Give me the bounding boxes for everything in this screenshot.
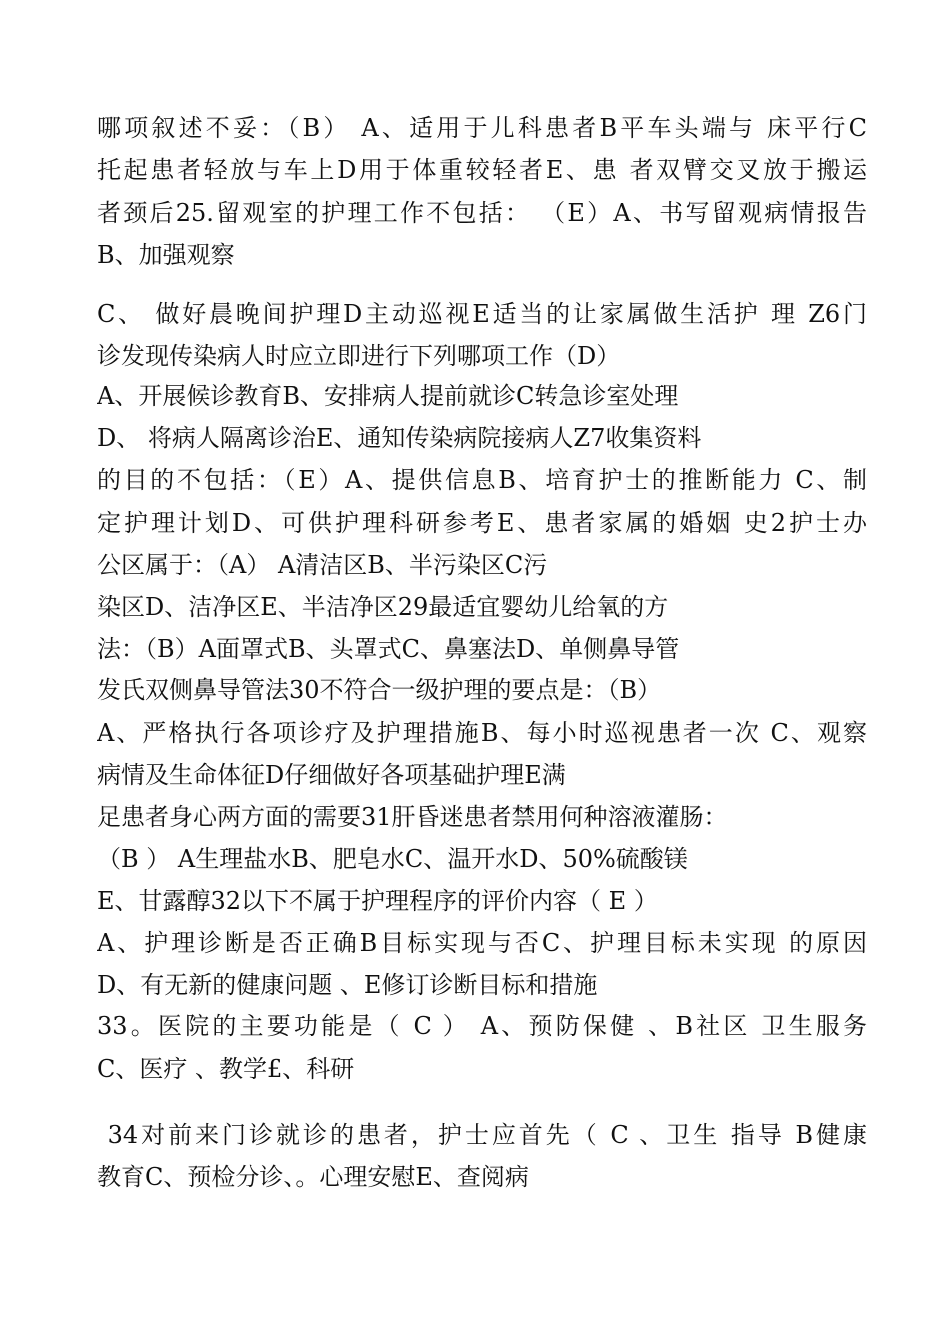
text-line: 发氏双侧鼻导管法30不符合一级护理的要点是：（B） [97, 676, 662, 704]
text-line: C、医疗 、教学£、科研 [97, 1055, 355, 1083]
text-line: 哪项叙述不妥：（B） A、适用于儿科患者B平车头端与 床平行C [97, 114, 867, 142]
text-line: 公区属于：（A） A清洁区B、半污染区C污 [97, 551, 548, 579]
text-line: D、有无新的健康问题 、E修订诊断目标和措施 [97, 971, 598, 999]
text-line: 法：（B）A面罩式B、头罩式C、鼻塞法D、单侧鼻导管 [97, 635, 680, 663]
text-line: E、甘露醇32以下不属于护理程序的评价内容（ E ） [97, 887, 658, 915]
text-line: 33。医院的主要功能是（ C ） A、预防保健 、B社区 卫生服务 [97, 1012, 867, 1040]
text-line: A、护理诊断是否正确B目标实现与否C、护理目标未实现 的原因 [97, 929, 867, 957]
text-line: 者颈后25.留观室的护理工作不包括： （E）A、书写留观病情报告 [97, 199, 867, 227]
text-line: A、开展候诊教育B、安排病人提前就诊C转急诊室处理 [97, 382, 679, 410]
text-line: 的目的不包括：（E）A、提供信息B、培育护士的推断能力 C、制 [97, 466, 867, 494]
text-line: 定护理计划D、可供护理科研参考E、患者家属的婚姻 史2护士办 [97, 509, 867, 537]
text-line: （B ） A生理盐水B、肥皂水C、温开水D、50%硫酸镁 [97, 845, 688, 873]
text-line: 诊发现传染病人时应立即进行下列哪项工作（D） [97, 342, 621, 370]
text-line: 染区D、洁净区E、半洁净区29最适宜婴幼儿给氧的方 [97, 593, 669, 621]
text-line: C、 做好晨晚间护理D主动巡视E适当的让家属做生活护 理 Z6门 [97, 300, 867, 328]
text-line: B、加强观察 [97, 241, 235, 269]
text-line: 教育C、预检分诊、。心理安慰E、查阅病 [97, 1163, 529, 1191]
text-line: 托起患者轻放与车上D用于体重较轻者E、患 者双臂交叉放于搬运 [97, 156, 867, 184]
text-line: 足患者身心两方面的需要31肝昏迷患者禁用何种溶液灌肠： [97, 803, 728, 831]
text-line: 34对前来门诊就诊的患者，护士应首先（ C 、卫生 指导 B健康 [97, 1121, 867, 1149]
text-line: D、 将病人隔离诊治E、通知传染病院接病人Z7收集资料 [97, 424, 702, 452]
text-line: A、严格执行各项诊疗及护理措施B、每小时巡视患者一次 C、观察 [97, 719, 867, 747]
text-line: 病情及生命体征D仔细做好各项基础护理E满 [97, 761, 566, 789]
